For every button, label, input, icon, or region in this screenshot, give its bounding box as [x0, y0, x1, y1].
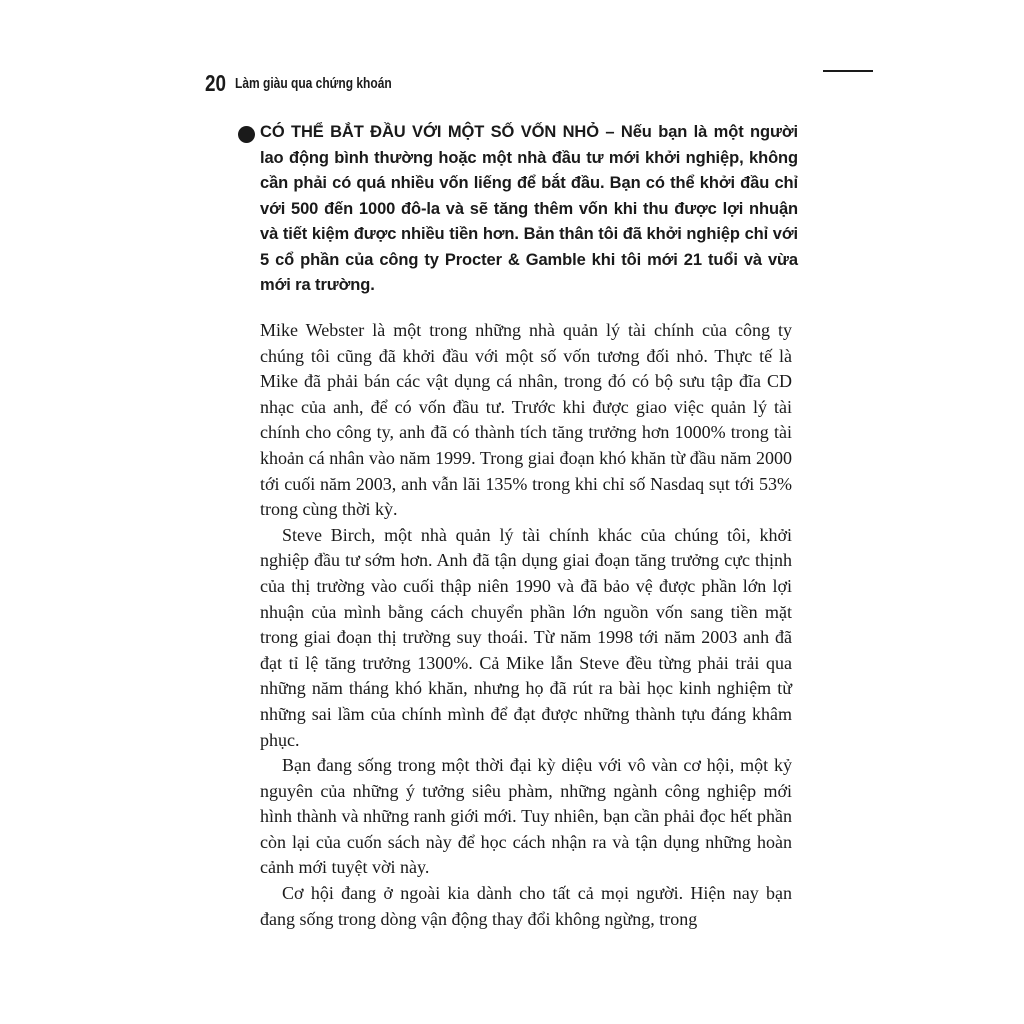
page-header	[205, 68, 873, 98]
page-number: 20	[205, 70, 226, 96]
paragraph: Mike Webster là một trong những nhà quản lý tài chính của công ty chúng tôi cũng đã khởi đầu với một số vốn tương đối nhỏ. Thực tế là Mike đã phải bán các vật dụng cá nhân, trong đó có bộ sưu tập đĩa CD nhạc của anh, để có vốn đầu tư. Trước khi được giao việc quản lý tài chính cho công ty, anh đã có thành tích tăng trưởng hơn 1000% trong tài khoản cá nhân vào năm 1999. Trong giai đoạn khó khăn từ đầu năm 2000 tới cuối năm 2003, anh vẫn lãi 135% trong khi chỉ số Nasdaq sụt tới 53% trong cùng thời kỳ.	[260, 320, 792, 520]
bullet-icon	[238, 126, 255, 143]
paragraph: Steve Birch, một nhà quản lý tài chính khác của chúng tôi, khởi nghiệp đầu tư sớm hơn. Anh đã tận dụng giai đoạn tăng trưởng cực thịnh của thị trường vào cuối thập niên 1990 và đã bảo vệ được phần lớn lợi nhuận của mình bằng cách chuyển phần lớn nguồn vốn sang tiền mặt trong giai đoạn thị trường suy thoái. Từ năm 1998 tới năm 2003 anh đã đạt tỉ lệ tăng trưởng 1300%. Cả Mike lẫn Steve đều từng phải trải qua những năm tháng khó khăn, nhưng họ đã rút ra bài học kinh nghiệm từ những sai lầm của chính mình để đạt được những thành tựu đáng khâm phục.	[260, 524, 792, 750]
callout-lead: CÓ THỂ BẮT ĐẦU VỚI MỘT SỐ VỐN NHỎ	[260, 123, 599, 141]
running-title: Làm giàu qua chứng khoán	[235, 75, 392, 92]
callout-text	[238, 120, 798, 299]
paragraph: Bạn đang sống trong một thời đại kỳ diệu với vô vàn cơ hội, một kỷ nguyên của những ý tưởng siêu phàm, những ngành công nghiệp mới hình thành và những ranh giới mới. Tuy nhiên, bạn cần phải đọc hết phần còn lại của cuốn sách này để học cách nhận ra và tận dụng những hoàn cảnh mới tuyệt vời này.	[260, 755, 792, 878]
header-rule	[823, 70, 873, 72]
callout-body: – Nếu bạn là một người lao động bình thường hoặc một nhà đầu tư mới khởi nghiệp, không cần phải có quá nhiều vốn liếng để bắt đầu. Bạn có thể khởi đầu chỉ với 500 đến 1000 đô-la và sẽ tăng thêm vốn khi thu được lợi nhuận và tiết kiệm được nhiều tiền hơn. Bản thân tôi đã khởi nghiệp chỉ với 5 cổ phần của công ty Procter & Gamble khi tôi mới 21 tuổi và vừa mới ra trường.	[260, 123, 798, 294]
paragraph: Cơ hội đang ở ngoài kia dành cho tất cả mọi người. Hiện nay bạn đang sống trong dòng vận động thay đổi không ngừng, trong	[260, 883, 792, 929]
callout-box	[238, 120, 798, 299]
body-text	[260, 318, 792, 932]
